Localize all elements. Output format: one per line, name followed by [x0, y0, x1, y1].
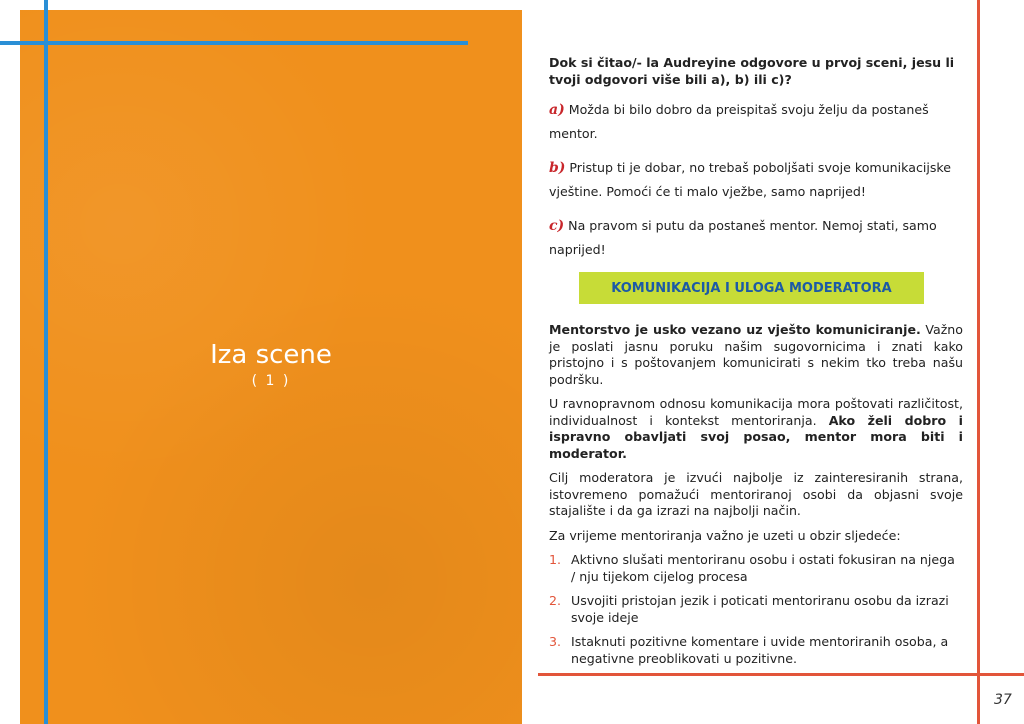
list-item	[549, 593, 963, 626]
scene-subtitle: ( 1 )	[251, 373, 291, 389]
considerations-list	[549, 552, 963, 667]
question: Dok si čitao/- la Audreyine odgovore u prvoj sceni, jesu li tvoji odgovori više bili a), b) ili c)?	[549, 55, 955, 87]
option-c	[549, 214, 963, 262]
section-banner: KOMUNIKACIJA I ULOGA MODERATORA	[579, 272, 924, 304]
paragraph-2	[549, 396, 963, 462]
red-vertical-line	[977, 0, 980, 724]
paragraph-1-bold: Mentorstvo je usko vezano uz vješto komuniciranje.	[549, 322, 921, 337]
list-item	[549, 634, 963, 667]
list-text: Aktivno slušati mentoriranu osobu i ostati fokusiran na njega / nju tijekom cijelog procesa	[571, 552, 955, 584]
paragraph-2-bold: Ako želi dobro i ispravno obavljati svoj posao, mentor mora biti i moderator.	[549, 412, 963, 461]
option-c-text: Na pravom si putu da postaneš mentor. Nemoj stati, samo naprijed!	[549, 218, 937, 257]
blue-horizontal-line	[0, 41, 468, 45]
list-number: 2.	[549, 593, 562, 608]
list-number: 3.	[549, 634, 562, 649]
scene-title: Iza scene	[210, 340, 332, 370]
right-column	[549, 54, 963, 675]
option-a-label: a)	[549, 102, 565, 118]
paragraph-4: Za vrijeme mentoriranja važno je uzeti u obzir sljedeće:	[549, 527, 901, 543]
option-a-text: Možda bi bilo dobro da preispitaš svoju želju da postaneš mentor.	[549, 102, 929, 141]
option-b-text: Pristup ti je dobar, no trebaš poboljšati svoje komunikacijske vještine. Pomoći će ti malo vježbe, samo naprijed!	[549, 160, 952, 199]
paragraph-2-text: U ravnopravnom odnosu komunikacija mora poštovati različitost, individualnost i kontekst mentoriranja.	[549, 396, 963, 428]
list-item	[549, 552, 963, 585]
option-b	[549, 156, 963, 204]
option-c-label: c)	[549, 218, 565, 234]
list-text: Istaknuti pozitivne komentare i uvide mentoriranih osoba, a negativne preoblikovati u pozitivne.	[571, 634, 949, 666]
option-a	[549, 98, 963, 146]
page-number: 37	[994, 692, 1012, 708]
paragraph-1-rest: Važno je poslati jasnu poruku našim sugovornicima i znati kako pristojno i s poštovanjem komunicirati s nekim tko treba našu podršku.	[549, 322, 963, 387]
paragraph-3: Cilj moderatora je izvući najbolje iz zainteresiranih strana, istovremeno pomažući mentoriranoj osobi da objasni svoje stajalište i da ga izrazi na najbolji način.	[549, 470, 963, 518]
option-b-label: b)	[549, 160, 566, 176]
paragraph-1	[549, 322, 963, 388]
list-text: Usvojiti pristojan jezik i poticati mentoriranu osobu da izrazi svoje ideje	[571, 593, 949, 625]
list-number: 1.	[549, 552, 562, 567]
